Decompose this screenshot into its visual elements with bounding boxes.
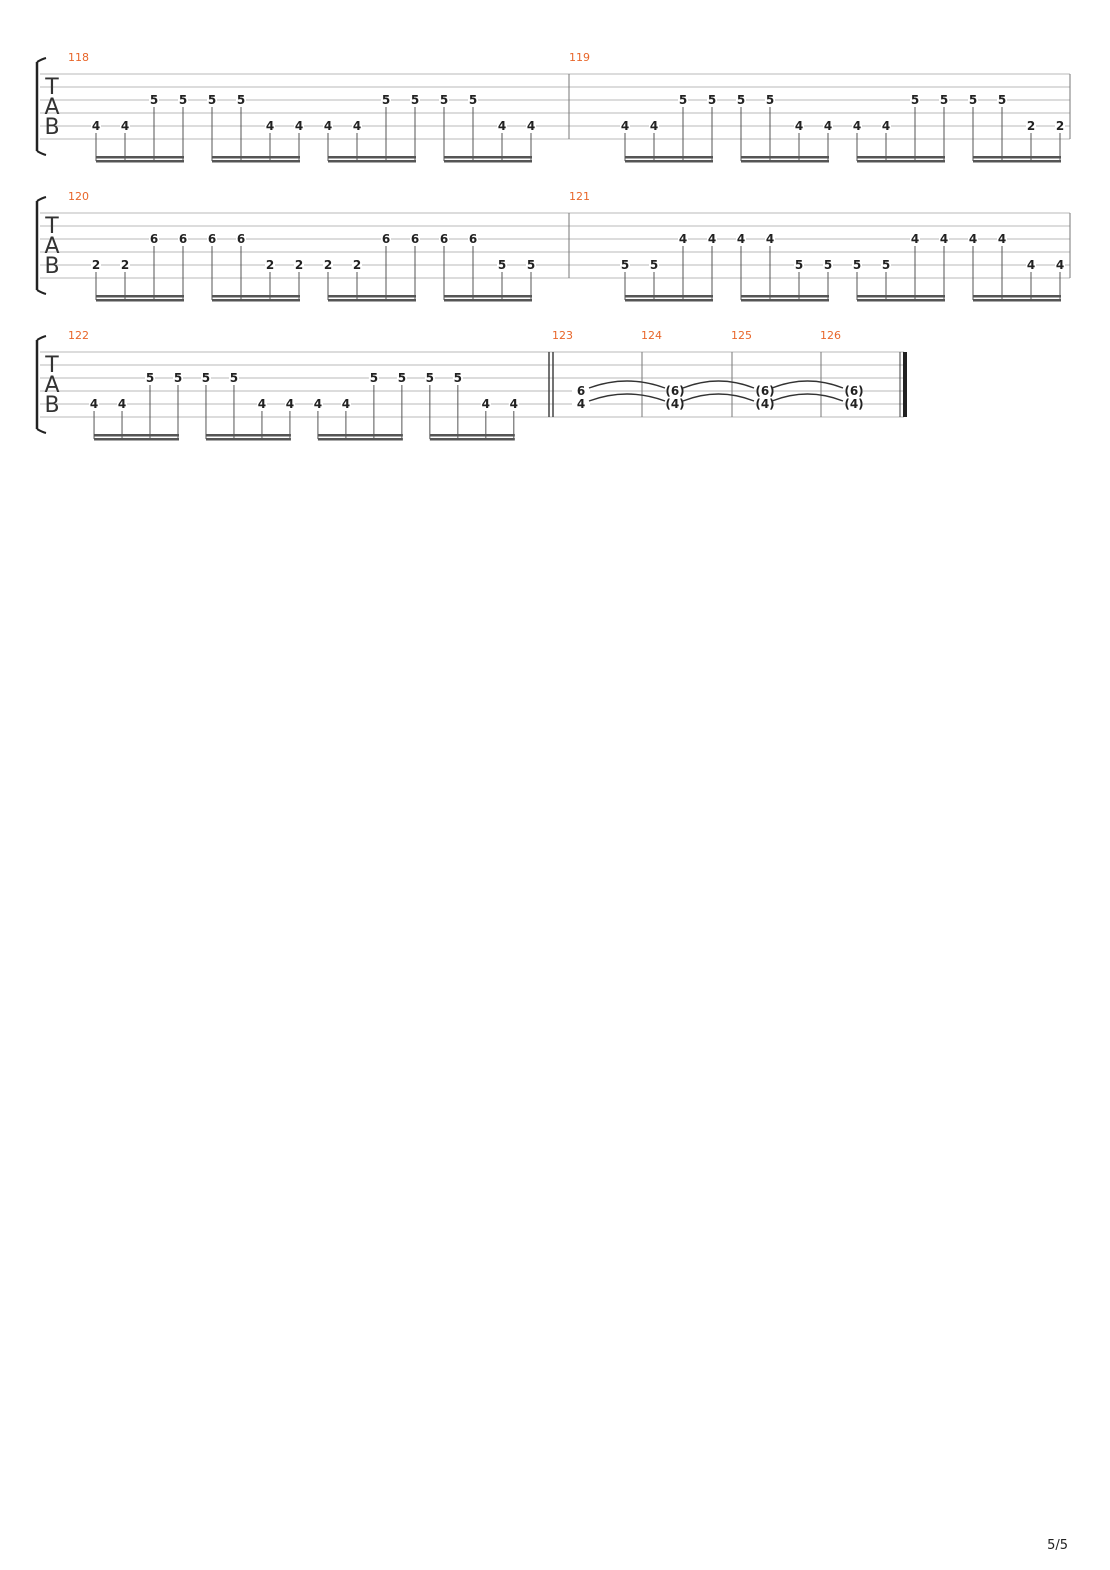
fret-number: 5 xyxy=(823,258,833,272)
fret-number: 5 xyxy=(736,93,746,107)
beam-primary xyxy=(625,295,713,298)
bracket-bottom-hook xyxy=(37,290,46,294)
fret-number: 4 xyxy=(117,397,127,411)
beam-secondary xyxy=(212,160,300,163)
fret-number: 5 xyxy=(381,93,391,107)
fret-number: 2 xyxy=(1026,119,1036,133)
measure-number: 121 xyxy=(569,190,590,203)
fret-number: 4 xyxy=(285,397,295,411)
tab-clef-letter-a: A xyxy=(44,373,60,398)
measure-number: 120 xyxy=(68,190,89,203)
bracket-bottom-hook xyxy=(37,151,46,155)
beam-primary xyxy=(444,295,532,298)
fret-number: 4 xyxy=(620,119,630,133)
fret-number: 5 xyxy=(620,258,630,272)
fret-number: 5 xyxy=(201,371,211,385)
fret-number: 4 xyxy=(852,119,862,133)
fret-number: 4 xyxy=(257,397,267,411)
beam-secondary xyxy=(625,160,713,163)
fret-number: 5 xyxy=(439,93,449,107)
beam-primary xyxy=(625,156,713,159)
tab-clef-letter-a: A xyxy=(44,95,60,120)
fret-number: (4) xyxy=(665,397,685,411)
beam-secondary xyxy=(625,299,713,302)
fret-number: 4 xyxy=(323,119,333,133)
fret-number: 2 xyxy=(294,258,304,272)
tie xyxy=(589,394,665,401)
fret-number: 2 xyxy=(323,258,333,272)
beam-primary xyxy=(973,295,1061,298)
page-number: 5/5 xyxy=(1047,1538,1068,1553)
beam-secondary xyxy=(328,160,416,163)
measure-number: 123 xyxy=(552,329,573,342)
tab-clef-letter-b: B xyxy=(44,254,60,279)
final-barline-thick xyxy=(903,352,907,417)
fret-number: 4 xyxy=(707,232,717,246)
measure-number: 126 xyxy=(820,329,841,342)
measure-number: 125 xyxy=(731,329,752,342)
fret-number: 5 xyxy=(707,93,717,107)
beam-secondary xyxy=(741,299,829,302)
beam-secondary xyxy=(444,160,532,163)
fret-number: 5 xyxy=(236,93,246,107)
bracket-top-hook xyxy=(37,336,46,340)
beam-secondary xyxy=(430,438,515,441)
tab-clef-letter-b: B xyxy=(44,115,60,140)
fret-number: 2 xyxy=(265,258,275,272)
fret-number: 5 xyxy=(178,93,188,107)
tie xyxy=(772,381,843,388)
fret-number: 5 xyxy=(852,258,862,272)
fret-number: 4 xyxy=(649,119,659,133)
fret-number: 5 xyxy=(497,258,507,272)
beam-secondary xyxy=(857,299,945,302)
fret-number: (4) xyxy=(755,397,775,411)
fret-number: (6) xyxy=(755,384,775,398)
beam-primary xyxy=(206,434,291,437)
fret-number: 4 xyxy=(939,232,949,246)
fret-number: 4 xyxy=(576,397,586,411)
fret-number: 5 xyxy=(526,258,536,272)
tab-clef-letter-t: T xyxy=(45,75,59,100)
fret-number: 4 xyxy=(1026,258,1036,272)
fret-number: 4 xyxy=(89,397,99,411)
fret-number: 4 xyxy=(794,119,804,133)
beam-secondary xyxy=(96,299,184,302)
beam-primary xyxy=(444,156,532,159)
beam-secondary xyxy=(96,160,184,163)
tie xyxy=(683,394,754,401)
measure-number: 119 xyxy=(569,51,590,64)
tab-clef-letter-b: B xyxy=(44,393,60,418)
beam-primary xyxy=(212,295,300,298)
beam-secondary xyxy=(328,299,416,302)
fret-number: 5 xyxy=(881,258,891,272)
measure-number: 122 xyxy=(68,329,89,342)
bracket-top-hook xyxy=(37,58,46,62)
fret-number: 5 xyxy=(397,371,407,385)
beam-primary xyxy=(212,156,300,159)
fret-number: 5 xyxy=(149,93,159,107)
beam-primary xyxy=(96,156,184,159)
fret-number: (6) xyxy=(665,384,685,398)
tie xyxy=(683,381,754,388)
fret-number: 4 xyxy=(1055,258,1065,272)
fret-number: 4 xyxy=(313,397,323,411)
tab-clef-letter-t: T xyxy=(45,214,59,239)
fret-number: 4 xyxy=(509,397,518,411)
beam-secondary xyxy=(212,299,300,302)
fret-number: 5 xyxy=(425,371,435,385)
fret-number: 6 xyxy=(576,384,586,398)
fret-number: 4 xyxy=(294,119,304,133)
fret-number: 4 xyxy=(997,232,1007,246)
beam-primary xyxy=(741,295,829,298)
fret-number: (6) xyxy=(844,384,864,398)
fret-number: 2 xyxy=(120,258,130,272)
bracket-top-hook xyxy=(37,197,46,201)
beam-primary xyxy=(430,434,515,437)
beam-primary xyxy=(94,434,179,437)
beam-primary xyxy=(857,156,945,159)
fret-number: 4 xyxy=(765,232,775,246)
fret-number: 6 xyxy=(381,232,391,246)
fret-number: 4 xyxy=(736,232,746,246)
fret-number: 4 xyxy=(881,119,891,133)
beam-secondary xyxy=(973,299,1061,302)
fret-number: 6 xyxy=(207,232,217,246)
fret-number: 5 xyxy=(997,93,1007,107)
fret-number: 5 xyxy=(678,93,688,107)
fret-number: 5 xyxy=(765,93,775,107)
fret-number: 5 xyxy=(968,93,978,107)
beam-secondary xyxy=(444,299,532,302)
fret-number: 4 xyxy=(91,119,101,133)
beam-primary xyxy=(741,156,829,159)
beam-secondary xyxy=(206,438,291,441)
fret-number: 5 xyxy=(410,93,420,107)
tab-clef-letter-t: T xyxy=(45,353,59,378)
beam-primary xyxy=(328,295,416,298)
measure-number: 118 xyxy=(68,51,89,64)
fret-number: 6 xyxy=(468,232,478,246)
fret-number: 5 xyxy=(369,371,379,385)
beam-primary xyxy=(328,156,416,159)
fret-number: 6 xyxy=(178,232,188,246)
fret-number: 4 xyxy=(120,119,130,133)
beam-primary xyxy=(318,434,403,437)
beam-secondary xyxy=(741,160,829,163)
fret-number: 4 xyxy=(526,119,536,133)
fret-number: 2 xyxy=(91,258,101,272)
fret-number: 4 xyxy=(497,119,507,133)
fret-number: 4 xyxy=(678,232,688,246)
fret-number: 5 xyxy=(207,93,217,107)
fret-number: 5 xyxy=(173,371,183,385)
measure-number: 124 xyxy=(641,329,662,342)
fret-number: 5 xyxy=(910,93,920,107)
fret-number: 6 xyxy=(236,232,246,246)
beam-primary xyxy=(857,295,945,298)
fret-number: 2 xyxy=(1055,119,1065,133)
fret-number: 2 xyxy=(352,258,362,272)
fret-number: 6 xyxy=(410,232,420,246)
fret-number: 5 xyxy=(453,371,463,385)
fret-number: 5 xyxy=(649,258,659,272)
fret-number: 5 xyxy=(145,371,155,385)
fret-number: 5 xyxy=(939,93,949,107)
fret-number: 5 xyxy=(468,93,478,107)
beam-secondary xyxy=(857,160,945,163)
beam-secondary xyxy=(973,160,1061,163)
fret-number: 4 xyxy=(341,397,351,411)
fret-number: 5 xyxy=(229,371,239,385)
fret-number: 4 xyxy=(352,119,362,133)
tab-clef-letter-a: A xyxy=(44,234,60,259)
tie xyxy=(589,381,665,388)
fret-number: 5 xyxy=(794,258,804,272)
beam-secondary xyxy=(94,438,179,441)
fret-number: 4 xyxy=(968,232,978,246)
fret-number: 6 xyxy=(439,232,449,246)
beam-primary xyxy=(96,295,184,298)
fret-number: 4 xyxy=(823,119,833,133)
fret-number: (4) xyxy=(844,397,864,411)
bracket-bottom-hook xyxy=(37,429,46,433)
beam-primary xyxy=(973,156,1061,159)
tie xyxy=(772,394,843,401)
fret-number: 6 xyxy=(149,232,159,246)
fret-number: 4 xyxy=(910,232,920,246)
fret-number: 4 xyxy=(481,397,491,411)
beam-secondary xyxy=(318,438,403,441)
fret-number: 4 xyxy=(265,119,275,133)
